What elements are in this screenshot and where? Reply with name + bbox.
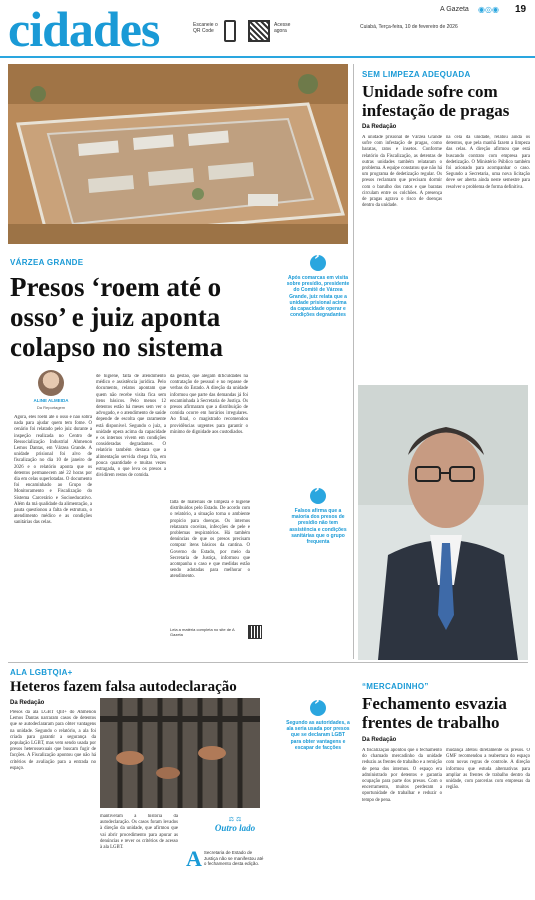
social-icons[interactable]: ◉◎◉ <box>478 5 499 14</box>
paragraph: de higiene, falta de atendimento médico e assistência jurídica. Pelo documento, relatos apontam que quem não recebe visita fica sem itens básicos. Pelo menos 12 detentos estão há meses sem ver o advogado, e o atendimento de saúde depende de escolta que raramente está disponível. Segundo o juiz, a unidade opera acima da capacidade e os internos vivem em condições consideradas degradantes. O relatório também destaca que a alimentação servida chega fria, em pouca quantidade e muitas vezes estragada, o que leva os presos a dividirem restos de comida. <box>96 374 166 479</box>
headline-line: osso’ e juiz aponta <box>10 302 221 332</box>
qr-code-icon[interactable] <box>248 20 270 42</box>
section-title: cidades <box>8 1 160 57</box>
author-avatar <box>38 370 64 396</box>
outro-lado-box <box>212 816 258 846</box>
headline-line: Unidade sofre com <box>362 82 498 101</box>
trabalho-kicker: “MERCADINHO” <box>362 682 429 691</box>
lgbt-kicker: ALA LGBTQIA+ <box>10 668 73 677</box>
paragraph: mudança afetou diretamente os presos. O GMF recomendou a reabertura do espaço com novas regras de controle. A direção informou que estuda alternativas para ampliar as frentes de trabalho dentro da unidade, com parcerias com empresas da região. <box>446 748 530 791</box>
author-role: Da Reportagem <box>36 405 66 410</box>
callout-text: Segundo as autoridades, a ala seria usada por presos que se declaram LGBT para obter vantagens e escapar de facções <box>286 720 350 751</box>
headline-line: infestação de pragas <box>362 101 510 120</box>
arrow-icon <box>310 700 326 716</box>
section-divider <box>8 662 528 663</box>
paragraph: na cela da unidade, relatou ainda os detentos, que pela manhã fazem a limpeza das celas. A direção afirmou que está buscando contrato com empresa para dedetização. O Ministério Público também foi acionado para acompanhar o caso. Segundo a Secretaria, uma nova licitação deve ser aberta ainda neste semestre para resolver o problema de forma definitiva. <box>446 135 530 190</box>
main-col-4 <box>170 500 250 620</box>
outro-lado-paragraph: Secretaria de Estado de Justiça não se manifestou até o fechamento desta edição. <box>203 850 264 867</box>
lgbt-headline: Heteros fazem falsa autodeclaração <box>10 679 237 695</box>
arrow-icon <box>310 488 326 504</box>
outro-lado-text <box>186 846 264 871</box>
paragraph: Presos da ala LGBT Qlit+ do Ahmenon Lemos Dantas narraram casos de detentos que se autodeclararam para obter vantagens na unidade. Segundo o relatório, a ala foi criada para garantir a segurança da população LGBT, mas vem sendo usada por presos heterossexuais que buscam fugir de facções. A Fiscalização apontou que não há critérios de avaliação para a entrada no espaço. <box>10 710 96 771</box>
paragraph: falta de materiais de limpeza e higiene distribuídos pelo Estado. De acordo com o relatório, a situação torna o ambiente propício para doenças. Os internos relataram coceiras, infecções de pele e problemas respiratórios. Há também denúncias de que os presos precisam comprar itens básicos da cantina. O Governo do Estado, por meio da Secretaria de Justiça, informou que acompanha o caso e que medidas estão sendo adotadas para melhorar o atendimento. <box>170 500 250 580</box>
callout-text: Após comarcas em visita sobre presídio, presidente do Comitê de Várzea Grande, juiz relata que a unidade prisional acima da capacidade operar e condições degradantes <box>286 275 350 319</box>
callout-3 <box>286 700 350 751</box>
pest-headline <box>362 82 532 120</box>
arrow-icon <box>310 255 326 271</box>
scan-text: Escaneie o QR Code <box>193 22 218 34</box>
prison-aerial-photo <box>8 64 348 244</box>
column-divider <box>353 64 354 659</box>
headline-line: Fechamento esvazia <box>362 694 507 713</box>
callout-text: Falsos afirma que a maioria dos presos de presídio não tem assistência e condições sanitárias que o grupo frequenta <box>289 508 347 546</box>
masthead <box>0 0 535 58</box>
trabalho-col-1 <box>362 748 442 896</box>
paragraph: Agora, eles roem até o osso e não sobra nada para ajudar quem tem fome. O cenário foi relatado pelo juiz durante a inspeção realizada no Centro de Ressocialização Industrial Ahmenon Lemos Dantas, em Várzea Grande. A unidade prisional foi alvo de fiscalização no dia 10 de janeiro de 2026 e o relatório aponta que os detentos permanecem até 22 horas por dia em celas superlotadas. O documento foi encaminhado ao Grupo de Monitoramento e Fiscalização do Sistema Carcerário e Socioeducativo. Além da má qualidade da alimentação, a pauta questionou a falta de estrutura, o atendimento médico e as condições sanitárias das celas. <box>14 415 92 526</box>
outro-lado-label: Outro lado <box>214 823 256 833</box>
trabalho-col-2 <box>446 748 530 896</box>
main-col-1 <box>14 415 92 650</box>
trabalho-byline: Da Redação <box>362 737 397 743</box>
headline-line: frentes de trabalho <box>362 713 500 732</box>
main-col-2 <box>96 374 166 649</box>
lgbt-col-2 <box>100 814 178 894</box>
page-number: 19 <box>515 4 527 15</box>
pest-byline: Da Redação <box>362 124 397 130</box>
author-name: ALINE ALMEIDA <box>33 398 69 403</box>
judge-portrait-photo <box>358 385 528 660</box>
paragraph: A unidade prisional de Várzea Grande sofre com infestação de pragas, como baratas, ratos e insetos. Conforme relatório da Fiscalização, as detentas de outras unidades também relataram o problema. A equipe constatou que não há um programa de dedetização regular. Os presos reclamam que precisam dormir com o barulho dos ratos e que baratas circulam entre os colchões. A presença de pragas agrava o risco de doenças dentro da unidade. <box>362 135 442 209</box>
paragraph: A fiscalização apontou que o fechamento do chamado mercadinho da unidade reduziu as frentes de trabalho e a remição de pena dos internos. O espaço era administrado por detentos e garantia ocupação para parte dos presos. Com o encerramento, muitos perderam a oportunidade de trabalhar e reduzir o tempo de pena. <box>362 748 442 803</box>
callout-2 <box>286 488 350 545</box>
main-kicker: VÁRZEA GRANDE <box>10 258 84 267</box>
lgbt-col-1 <box>10 710 96 895</box>
pest-kicker: SEM LIMPEZA ADEQUADA <box>362 70 471 79</box>
paragraph: mantiveram a história da autodeclaração. Os casos foram levados à direção da unidade, que afirmou que vai abrir procedimento para apurar as denúncias e rever os critérios de acesso à ala LGBT. <box>100 814 178 851</box>
access-text: Acesse agora <box>274 22 291 34</box>
phone-icon <box>224 20 236 42</box>
date-line: Cuiabá, Terça-feira, 10 de fevereiro de 2026 <box>360 24 458 30</box>
pest-col-2 <box>446 135 530 375</box>
scale-icon: ⚖ ⚖ <box>228 816 242 823</box>
paragraph: da gestão, que alegam dificuldades na contratação de pessoal e no repasse de verbas do Estado. A direção da unidade informou que parte das demandas já foi encaminhada à Secretaria de Justiça. Os presos afirmaram que a distribuição de comida ocorre em horários irregulares. Ao final, o magistrado recomendou providências urgentes para garantir o mínimo de dignidade aos custodiados. <box>170 374 248 435</box>
pest-col-1 <box>362 135 442 375</box>
main-col-3 <box>170 374 248 494</box>
qr-code-icon[interactable] <box>248 625 262 639</box>
callout-1 <box>286 255 350 318</box>
trabalho-headline <box>362 694 532 732</box>
dropcap: A <box>186 846 202 871</box>
headline-line: Presos ‘roem até o <box>10 272 222 302</box>
lgbt-byline: Da Redação <box>10 700 45 706</box>
prison-cell-photo <box>100 698 260 808</box>
headline-line: colapso no sistema <box>10 332 224 362</box>
main-headline <box>10 272 290 362</box>
qr-caption: Leia a matéria completa no site de A Gazeta <box>170 627 235 637</box>
paper-name: A Gazeta <box>440 6 469 13</box>
